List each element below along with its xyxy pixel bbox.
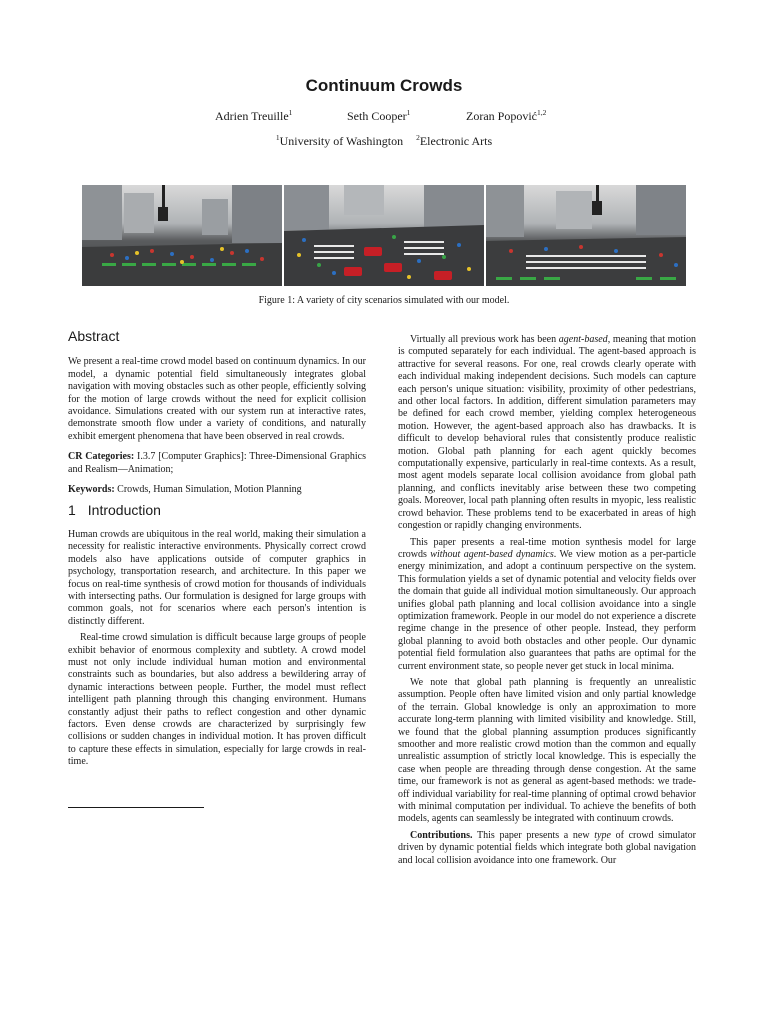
right-p2-emphasis: without agent-based dynamics (430, 548, 554, 560)
author-2-affil-mark: 1 (406, 108, 411, 117)
abstract-heading: Abstract (68, 328, 120, 344)
footnote-divider (68, 807, 204, 808)
right-p4-start: This paper presents a new (472, 829, 595, 841)
author-1-affil-mark: 1 (288, 108, 293, 117)
right-p1-rest: , meaning that motion is computed separately for each individual. The agent-based approach is attractive for several reasons. For one, real crowds clearly operate with each individual making independent decisions. Such models can capture each person's unique situation: visibility, proximity of other pedestrians, and other local factors. In addition, different simulation parameters may be defined for each crowd member, yielding complex heterogeneous motion. However, the agent-based approach also has drawbacks. It is difficult to develop behavioral rules that consistently produce realistic motion. Global path planning for each agent quickly becomes computationally expensive, particularly in real-time contexts. As a result, most agent models separate local collision avoidance from global path planning, and conflicts inevitably arise between these two competing goals. Moreover, local path planning often results in myopic, less realistic crowd behavior. These problems tend to be exacerbated in areas of high congestion or rapidly changing environments. (398, 334, 696, 532)
right-paragraph-2 (398, 537, 696, 673)
right-p1-start: Virtually all previous work has been (410, 334, 559, 345)
affiliation-2 (416, 134, 492, 148)
author-1 (215, 108, 292, 124)
right-p2-start: This paper presents a real-time motion synthesis model for large crowds (398, 536, 696, 560)
paper-title: Continuum Crowds (305, 76, 463, 95)
section-title: Introduction (87, 502, 161, 519)
right-column (398, 334, 696, 871)
affiliation-list (0, 133, 768, 149)
author-1-name: Adrien Treuille (215, 109, 289, 123)
affiliation-1 (276, 134, 403, 148)
cr-categories-label: CR Categories: (68, 451, 135, 463)
author-2-name: Seth Cooper (347, 109, 407, 123)
teaser-figure (82, 185, 686, 286)
keywords-label: Keywords: (68, 484, 115, 496)
right-p4-emphasis: type (594, 829, 611, 841)
cr-categories-text: I.3.7 [Computer Graphics]: Three-Dimensional Graphics and Realism—Animation; (68, 451, 366, 475)
city-scenario-image-2 (284, 185, 484, 286)
affiliation-2-mark: 2 (416, 133, 420, 142)
right-p1-emphasis: agent-based (558, 334, 608, 345)
keywords (68, 484, 366, 496)
intro-paragraph-1: Human crowds are ubiquitous in the real world, making their simulation a necessity for realistic interactive environments. Physically correct crowd models also have applications outside of computer graphics in psychology, transportation research, and architecture. In this paper we focus on real-time synthesis of crowd motion for thousands of individuals with intersecting paths. Our formulation is designed for large groups with common goals, not for scenarios where each person's intention is distinctly different. (68, 528, 366, 627)
right-p2-rest: . We view motion as a per-particle energy minimization, and adopt a continuum perspective on the system. This formulation yields a set of dynamic potential and velocity fields over the domain that guide all individual motion simultaneously. Our approach unifies global path planning and local collision avoidance into a single optimization framework. People in our model do not experience a discrete regime change in the presence of other people. Instead, they perform global planning to avoid both obstacles and other people. Our dynamic potential field formulation also guarantees that paths are optimal for the current environment state, so people never get stuck in local minima. (398, 548, 696, 672)
affiliation-1-name: University of Washington (279, 134, 404, 148)
city-scenario-image-1 (82, 185, 282, 286)
keywords-text: Crowds, Human Simulation, Motion Planning (117, 484, 302, 496)
right-p4-rest: of crowd simulator driven by dynamic potential fields which integrate both global navigation and local collision avoidance into one framework. Our (398, 829, 697, 866)
affiliation-2-name: Electronic Arts (419, 134, 493, 148)
affiliation-1-mark: 1 (275, 133, 280, 142)
intro-paragraph-2: Real-time crowd simulation is difficult because large groups of people exhibit behavior of enormous complexity and subtlety. A crowd model must not only include individual human motion and environmental constraints such as boundaries, but also address a bewildering array of dynamic interactions between people. Further, the model must reflect intelligent path planning through this changing environment. Humans constantly adjust their paths to reflect congestion and other dynamic factors. Even dense crowds are characterized by surprisingly few collisions or sudden changes in individual motion. It has proven difficult to capture these effects in simulation, especially for large crowds in real-time. (68, 632, 366, 768)
right-paragraph-3: We note that global path planning is frequently an unrealistic assumption. People often have limited vision and only partial knowledge of the terrain. Global knowledge is only an approximation to more accurate long-term planning with limited visibility and knowledge. Still, we found that the global planning assumption produces significantly smoother and more realistic crowd motion than the common and equally unrealistic assumption of strictly local knowledge. This is especially the case when people are threading through dense congestion. At the same time, our framework is not as general as agent-based methods: we trade-off individual variability for real-time planning of optimal crowd behavior with minimal computation per individual. To achieve the benefits of both models, agents can seamlessly be integrated with continuum crowds. (398, 676, 696, 825)
author-3-name: Zoran Popović (466, 109, 537, 123)
author-3-affil-mark: 1,2 (537, 108, 547, 117)
author-list (0, 108, 768, 124)
contributions-label: Contributions. (410, 829, 473, 841)
introduction-heading (68, 502, 366, 519)
right-paragraph-1 (398, 334, 696, 533)
city-scenario-image-3 (486, 185, 686, 286)
left-column (68, 330, 366, 773)
cr-categories (68, 451, 366, 476)
author-2 (347, 108, 410, 124)
abstract-text: We present a real-time crowd model based on continuum dynamics. In our model, a dynamic potential field simultaneously integrates global navigation with moving obstacles such as other people, efficiently solving for the motion of large crowds without the need for explicit collision avoidance. Simulations created with our system run at interactive rates, demonstrate smooth flow under a variety of conditions, and naturally exhibit emergent phenomena that have been observed in real crowds. (68, 356, 366, 442)
figure-caption: Figure 1: A variety of city scenarios simulated with our model. (258, 295, 510, 306)
section-number: 1 (68, 502, 76, 519)
right-paragraph-4 (398, 830, 696, 867)
author-3 (466, 108, 546, 124)
